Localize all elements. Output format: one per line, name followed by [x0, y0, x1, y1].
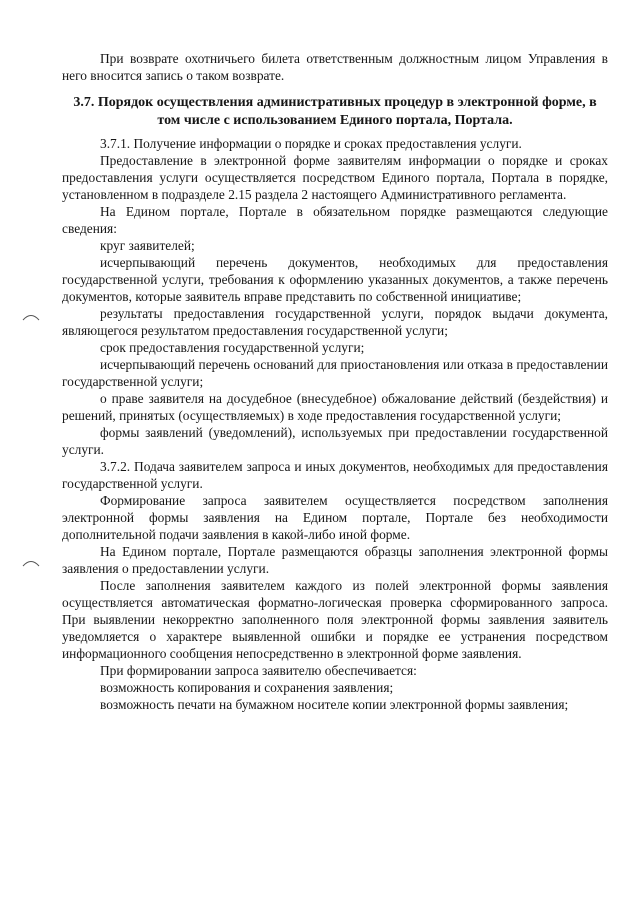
paragraph: 3.7.1. Получение информации о порядке и сроках предоставления услуги.	[100, 136, 522, 151]
list-item: о праве заявителя на досудебное (внесудебное) обжалование действий (бездействия) и решений, принятых (осуществляемых) в ходе предоставления государственной услуги;	[62, 391, 608, 423]
list-item: круг заявителей;	[100, 238, 195, 253]
list-item: результаты предоставления государственной услуги, порядок выдачи документа, являющегося результатом предоставления государственной услуги;	[62, 306, 608, 338]
paragraph: Предоставление в электронной форме заявителям информации о порядке и сроках предоставления услуги осуществляется посредством Единого портала, Портала в порядке, установленном в подразделе 2.15 раздела 2 настоящего Административного регламента.	[62, 153, 608, 202]
paragraph: После заполнения заявителем каждого из полей электронной формы заявления осуществляется автоматическая форматно-логическая проверка сформированного запроса. При выявлении некорректно заполненного поля электронной формы заявления заявитель уведомляется о характере выявленной ошибки и порядке ее устранения посредством информационного сообщения непосредственно в электронной форме заявления.	[62, 578, 608, 661]
section-heading: 3.7. Порядок осуществления административных процедур в электронной форме, в том числе с использованием Единого портала, Портала.	[73, 95, 597, 128]
margin-mark	[22, 312, 40, 322]
list-item: формы заявлений (уведомлений), используемых при предоставлении государственной услуги.	[62, 425, 608, 457]
list-item: исчерпывающий перечень оснований для приостановления или отказа в предоставлении государственной услуги;	[62, 357, 608, 389]
list-item: срок предоставления государственной услуги;	[100, 340, 365, 355]
paragraph: 3.7.2. Подача заявителем запроса и иных документов, необходимых для предоставления государственной услуги.	[62, 459, 608, 491]
list-item: исчерпывающий перечень документов, необходимых для предоставления государственной услуги, требования к оформлению указанных документов, а также перечень документов, которые заявитель вправе представить по собственной инициативе;	[62, 255, 608, 304]
margin-mark	[22, 558, 40, 568]
paragraph-return-note: При возврате охотничьего билета ответственным должностным лицом Управления в него вносится запись о таком возврате.	[62, 51, 608, 83]
list-item: возможность печати на бумажном носителе копии электронной формы заявления;	[100, 697, 569, 712]
paragraph: При формировании запроса заявителю обеспечивается:	[100, 663, 417, 678]
paragraph: Формирование запроса заявителем осуществляется посредством заполнения электронной формы заявления на Едином портале, Портале без необходимости дополнительной подачи заявления в какой-либо иной форме.	[62, 493, 608, 542]
paragraph: На Едином портале, Портале в обязательном порядке размещаются следующие сведения:	[62, 204, 608, 236]
document-body	[62, 50, 608, 713]
paragraph: На Едином портале, Портале размещаются образцы заполнения электронной формы заявления о предоставлении услуги.	[62, 544, 608, 576]
list-item: возможность копирования и сохранения заявления;	[100, 680, 394, 695]
